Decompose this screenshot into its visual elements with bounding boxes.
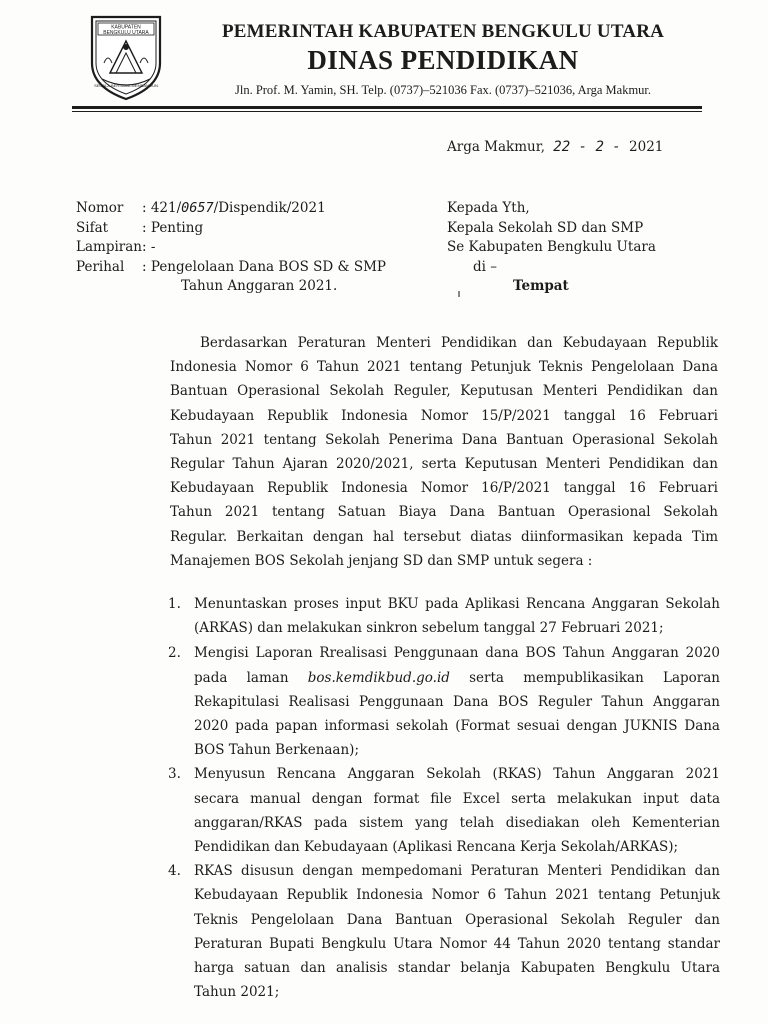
date-place: Arga Makmur, <box>447 139 545 155</box>
item-line: secara manual dengan format file Excel serta melakukan input data <box>194 790 720 807</box>
item-number: 4. <box>168 863 181 880</box>
meta-row-sifat <box>76 219 442 239</box>
item-line: Mengisi Laporan Rrealisasi Penggunaan dana BOS Tahun Anggaran 2020 <box>194 645 720 662</box>
recipient-di: di – <box>473 258 498 275</box>
list-item <box>168 592 720 640</box>
recipient-place: Tempat <box>513 278 569 294</box>
meta-row-perihal <box>76 258 442 278</box>
agency-address: Jln. Prof. M. Yamin, SH. Telp. (0737)–521036 Fax. (0737)–521036, Arga Makmur. <box>234 83 652 97</box>
item-line: Tahun 2021; <box>194 984 280 1001</box>
perihal-label: Perihal <box>76 258 125 275</box>
item-line: harga satuan dan analisis standar belanja Kabupaten Bengkulu Utara <box>194 960 720 977</box>
sifat-label: Sifat <box>76 219 109 236</box>
item-line: RKAS disusun dengan mempedomani Peraturan Menteri Pendidikan dan <box>194 863 720 880</box>
lampiran-value: : - <box>142 239 156 255</box>
letterhead-rule-thick <box>72 106 702 109</box>
date-handwritten: 22 - 2 - <box>553 139 621 155</box>
item-line: Peraturan Bupati Bengkulu Utara Nomor 44 Tahun 2020 tentang standar <box>194 935 720 952</box>
recipient-title: Kepala Sekolah SD dan SMP <box>447 219 644 236</box>
sifat-value: : Penting <box>142 219 204 236</box>
nomor-prefix: : 421/ <box>142 200 182 216</box>
paragraph-line: Regular Tahun Ajaran 2020/2021, serta Keputusan Menteri Pendidikan dan <box>170 456 718 473</box>
regency-emblem-logo <box>86 13 166 101</box>
item-line: Rekapitulasi Realisasi Penggunaan Dana BOS Reguler Tahun Anggaran <box>194 693 720 710</box>
recipient-block <box>447 199 656 297</box>
recipient-region: Se Kabupaten Bengkulu Utara <box>447 239 656 255</box>
item-line: Menuntaskan proses input BKU pada Aplikasi Rencana Anggaran Sekolah <box>194 596 720 612</box>
item-number: 1. <box>168 596 181 612</box>
item-text: pada laman <box>194 669 308 686</box>
paragraph-line: Tahun 2021 tentang Satuan Biaya Dana Bantuan Operasional Sekolah <box>170 504 718 521</box>
body-paragraph <box>170 331 718 573</box>
item-line <box>194 666 720 690</box>
item-line: BOS Tahun Berkenaan); <box>194 742 359 759</box>
perihal-value: : Pengelolaan Dana BOS SD & SMP <box>142 258 386 275</box>
list-item <box>168 859 720 1004</box>
svg-text:BENGKULU UTARA: BENGKULU UTARA <box>103 30 149 36</box>
list-item <box>168 762 720 859</box>
letter-meta <box>76 199 442 297</box>
letterhead <box>196 20 690 100</box>
website-link[interactable]: bos.kemdikbud.go.id <box>307 669 450 686</box>
item-line: anggaran/RKAS pada sistem yang telah disediakan oleh Kementerian <box>194 814 720 831</box>
svg-text:KABUPATEN: KABUPATEN <box>111 24 141 31</box>
paragraph-line: Manajemen BOS Sekolah jenjang SD dan SMP untuk segera : <box>170 552 593 569</box>
paragraph-line: Regular. Berkaitan dengan hal tersebut diatas diinformasikan kepada Tim <box>170 528 718 545</box>
recipient-salutation: Kepada Yth, <box>447 200 530 216</box>
item-text: serta mempublikasikan Laporan <box>449 669 721 686</box>
nomor-label: Nomor <box>76 200 124 216</box>
item-line: Menyusun Rencana Anggaran Sekolah (RKAS) Tahun Anggaran 2021 <box>194 766 720 783</box>
list-item <box>168 641 720 762</box>
item-line: (ARKAS) dan melakukan sinkron sebelum tanggal 27 Februari 2021; <box>194 620 664 637</box>
meta-row-nomor <box>76 199 442 219</box>
nomor-value <box>142 199 442 219</box>
item-line: Teknis Pengelolaan Dana Bantuan Operasional Sekolah Reguler dan <box>194 911 720 928</box>
item-number: 3. <box>168 766 181 783</box>
letter-date <box>447 139 663 155</box>
paragraph-line: Bantuan Operasional Sekolah Reguler, Keputusan Menteri Pendidikan dan <box>170 383 718 400</box>
letterhead-rule-thin <box>72 111 702 112</box>
paragraph-line: Kebudayaan Republik Indonesia Nomor 16/P/2021 tanggal 16 Februari <box>170 480 718 497</box>
item-line: Kebudayaan Republik Indonesia Nomor 6 Tahun 2021 tentang Petunjuk <box>194 887 720 904</box>
paragraph-line: Tahun 2021 tentang Sekolah Penerima Dana Bantuan Operasional Sekolah <box>170 431 718 448</box>
item-line: Pendidikan dan Kebudayaan (Aplikasi Rencana Kerja Sekolah/ARKAS); <box>194 839 679 856</box>
lampiran-label: Lampiran <box>76 239 142 255</box>
instruction-list <box>168 592 720 1004</box>
paragraph-line: Berdasarkan Peraturan Menteri Pendidikan dan Kebudayaan Republik <box>200 335 718 351</box>
date-year: 2021 <box>629 139 664 155</box>
nomor-suffix: /Dispendik/2021 <box>213 200 326 216</box>
paragraph-line: Indonesia Nomor 6 Tahun 2021 tentang Petunjuk Teknis Pengelolaan Dana <box>170 359 718 376</box>
paragraph-line: Kebudayaan Republik Indonesia Nomor 15/P/2021 tanggal 16 Februari <box>170 407 718 424</box>
government-name: PEMERINTAH KABUPATEN BENGKULU UTARA <box>221 21 665 42</box>
nomor-handwritten: 0657 <box>181 200 214 216</box>
perihal-continuation: Tahun Anggaran 2021. <box>181 278 338 294</box>
item-line: 2020 pada papan informasi sekolah (Format sesuai dengan JUKNIS Dana <box>194 718 720 735</box>
agency-name: DINAS PENDIDIKAN <box>307 45 579 75</box>
svg-text:SEGALA BERSAMA MEMBANGUN: SEGALA BERSAMA MEMBANGUN <box>94 83 158 88</box>
item-number: 2. <box>168 645 181 662</box>
meta-row-lampiran <box>76 238 442 258</box>
scan-mark <box>458 291 460 297</box>
